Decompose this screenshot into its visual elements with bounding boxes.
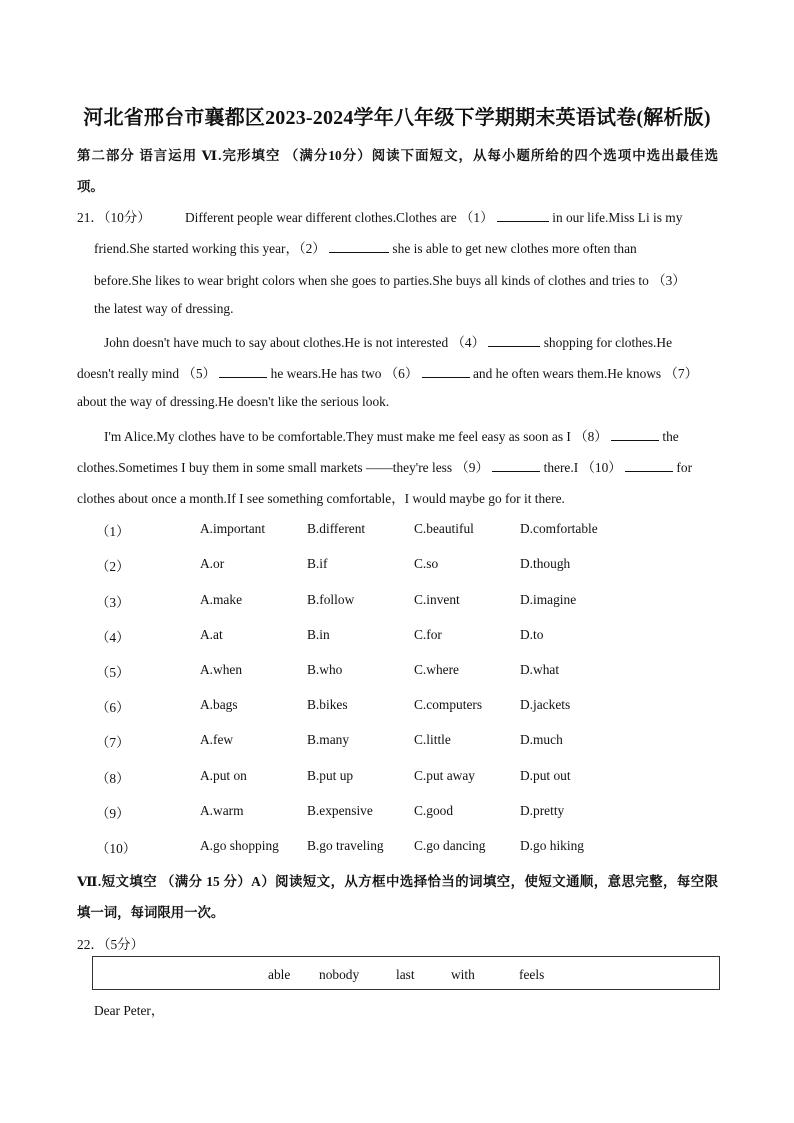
section7-heading-cont: 填一词，每词限用一次。 xyxy=(77,905,225,920)
q21-p2-line1-text: John doesn't have much to say about clothes.He is not interested （4） xyxy=(104,335,485,350)
q21-p3-line2-text2: there.I （10） xyxy=(543,460,622,475)
q21-p2-line2-text2: he wears.He has two （6） xyxy=(270,366,419,381)
option-number: （5） xyxy=(96,665,130,680)
option-b: B.in xyxy=(307,627,330,642)
blank-5 xyxy=(219,366,267,378)
word-option: last xyxy=(396,967,415,982)
section7-heading: Ⅶ.短文填空 （满分 15 分）A）阅读短文，从方框中选择恰当的词填空，使短文通顺，意思完整，每空限 xyxy=(77,874,718,889)
q21-number: 21．（10分） xyxy=(77,210,151,225)
option-d: D.jackets xyxy=(520,697,571,712)
blank-9 xyxy=(492,460,540,472)
option-a: A.bags xyxy=(200,697,238,712)
q21-p2-line2-text: doesn't really mind （5） xyxy=(77,366,216,381)
q21-p2-line1 xyxy=(104,332,672,351)
option-a: A.make xyxy=(200,592,243,607)
q21-p2-line3: about the way of dressing.He doesn't like the serious look. xyxy=(77,394,390,409)
blank-6 xyxy=(422,366,470,378)
option-b: B.many xyxy=(307,732,350,747)
option-b: B.follow xyxy=(307,592,355,607)
option-c: C.computers xyxy=(414,697,483,712)
option-c: C.invent xyxy=(414,592,460,607)
q21-p1-line3: before.She likes to wear bright colors when she goes to parties.She buys all kinds of clothes and tries to （3） xyxy=(94,273,686,288)
option-d: D.though xyxy=(520,556,571,571)
option-number: （1） xyxy=(96,524,130,539)
option-c: C.good xyxy=(414,803,454,818)
letter-salutation: Dear Peter， xyxy=(94,1003,165,1018)
option-number: （2） xyxy=(96,559,130,574)
word-option: with xyxy=(451,967,475,982)
option-b: B.go traveling xyxy=(307,838,384,853)
blank-2 xyxy=(329,241,389,253)
option-a: A.few xyxy=(200,732,234,747)
section6-heading-cont: 项。 xyxy=(77,179,104,194)
q21-p2-line2-text3: and he often wears them.He knows （7） xyxy=(472,366,698,381)
option-d: D.put out xyxy=(520,768,571,783)
option-a: A.or xyxy=(200,556,225,571)
option-number: （7） xyxy=(96,735,130,750)
option-d: D.what xyxy=(520,662,560,677)
option-b: B.bikes xyxy=(307,697,348,712)
option-a: A.warm xyxy=(200,803,244,818)
option-d: D.much xyxy=(520,732,563,747)
q21-p3-line1-text2: the xyxy=(662,429,679,444)
q21-p3-line1-text: I'm Alice.My clothes have to be comfortable.They must make me feel easy as soon as I （8） xyxy=(104,429,608,444)
q21-p1-line2-text2: she is able to get new clothes more often than xyxy=(392,241,637,256)
option-a: A.put on xyxy=(200,768,247,783)
option-c: C.little xyxy=(414,732,451,747)
q21-p3-line2 xyxy=(77,457,692,476)
option-number: （6） xyxy=(96,700,130,715)
q22-number: 22．（5分） xyxy=(77,937,144,952)
blank-10 xyxy=(625,460,673,472)
option-a: A.when xyxy=(200,662,243,677)
blank-8 xyxy=(611,429,659,441)
page-title: 河北省邢台市襄都区2023-2024学年八年级下学期期末英语试卷(解析版) xyxy=(83,107,711,129)
option-b: B.if xyxy=(307,556,328,571)
option-b: B.who xyxy=(307,662,343,677)
option-a: A.important xyxy=(200,521,266,536)
option-d: D.pretty xyxy=(520,803,565,818)
option-number: （3） xyxy=(96,595,130,610)
option-c: C.go dancing xyxy=(414,838,486,853)
option-c: C.put away xyxy=(414,768,475,783)
q21-p2-line1-text2: shopping for clothes.He xyxy=(543,335,673,350)
q21-p1-line2 xyxy=(94,238,637,257)
option-c: C.for xyxy=(414,627,442,642)
option-d: D.imagine xyxy=(520,592,577,607)
q21-p1-line2-text: friend.She started working this year，（2） xyxy=(94,241,326,256)
q21-p3-line1 xyxy=(104,426,679,445)
option-a: A.go shopping xyxy=(200,838,279,853)
q21-p1-line4: the latest way of dressing. xyxy=(94,301,234,316)
option-b: B.different xyxy=(307,521,366,536)
word-box xyxy=(92,956,720,990)
q21-p3-line2-text3: for xyxy=(676,460,693,475)
q21-p3-line3: clothes about once a month.If I see something comfortable，I would maybe go for it there. xyxy=(77,491,565,506)
q21-p1-line1 xyxy=(185,207,682,226)
option-number: （8） xyxy=(96,771,130,786)
blank-4 xyxy=(488,335,540,347)
option-number: （10） xyxy=(96,841,137,856)
word-option: feels xyxy=(519,967,545,982)
q21-p3-line2-text: clothes.Sometimes I buy them in some small markets ——they're less （9） xyxy=(77,460,489,475)
option-d: D.to xyxy=(520,627,544,642)
section6-heading: 第二部分 语言运用 Ⅵ.完形填空 （满分10分）阅读下面短文，从每小题所给的四个选项中选出最佳选 xyxy=(77,148,718,163)
option-d: D.go hiking xyxy=(520,838,584,853)
q21-p1-line1-text2: in our life.Miss Li is my xyxy=(552,210,683,225)
option-c: C.so xyxy=(414,556,439,571)
q21-p2-line2 xyxy=(77,363,698,382)
option-a: A.at xyxy=(200,627,223,642)
option-number: （4） xyxy=(96,630,130,645)
word-option: nobody xyxy=(319,967,360,982)
option-b: B.expensive xyxy=(307,803,373,818)
option-c: C.where xyxy=(414,662,459,677)
option-b: B.put up xyxy=(307,768,354,783)
option-number: （9） xyxy=(96,806,130,821)
option-d: D.comfortable xyxy=(520,521,598,536)
option-c: C.beautiful xyxy=(414,521,474,536)
word-option: able xyxy=(268,967,291,982)
q21-p1-line1-text: Different people wear different clothes.Clothes are （1） xyxy=(185,210,494,225)
blank-1 xyxy=(497,210,549,222)
